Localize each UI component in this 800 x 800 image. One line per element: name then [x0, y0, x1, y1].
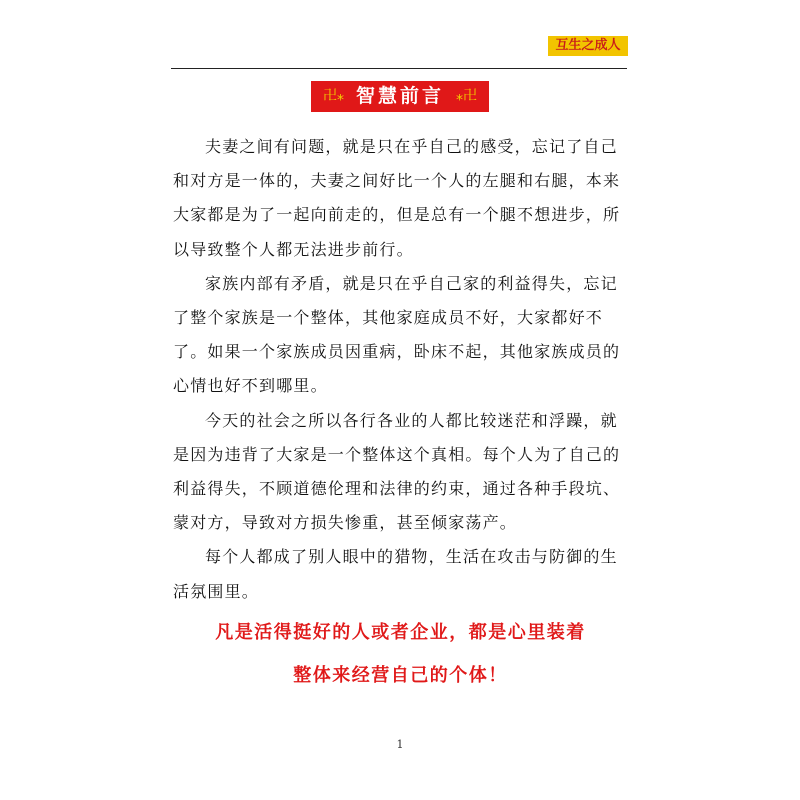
paragraph-couples: 夫妻之间有问题，就是只在乎自己的感受，忘记了自己和对方是一体的，夫妻之间好比一个人的左腿和右腿，本来大家都是为了一起向前走的，但是总有一个腿不想进步，所以导致整个人都无法进步前行。 [173, 137, 621, 259]
title-banner [311, 81, 489, 112]
paragraph-society: 今天的社会之所以各行各业的人都比较迷茫和浮躁，就是因为违背了大家是一个整体这个真相。每个人为了自己的利益得失，不顾道德伦理和法律的约束，通过各种手段坑、蒙对方，导致对方损失惨重，甚至倾家荡产。 [173, 410, 621, 533]
header-divider [171, 68, 627, 69]
page-title: 智慧前言 [355, 85, 444, 107]
swastika-ornament-right-icon: ⁎卍 [456, 88, 477, 104]
paragraph-family: 家族内部有矛盾，就是只在乎自己家的利益得失，忘记了整个家族是一个整体，其他家庭成员不好，大家都好不了。如果一个家族成员因重病，卧床不起，其他家族成员的心情也好不到哪里。 [173, 273, 621, 396]
swastika-ornament-left-icon: 卍⁎ [322, 88, 344, 104]
body-text [173, 130, 633, 609]
page-number: 1 [396, 738, 404, 751]
highlight-line-1: 凡是活得挺好的人或者企业，都是心里装着 [215, 622, 586, 643]
highlight-quote [173, 614, 628, 700]
paragraph-prey: 每个人都成了别人眼中的猎物，生活在攻击与防御的生活氛围里。 [173, 547, 618, 601]
header-series-badge: 互生之成人 [548, 36, 628, 56]
highlight-line-2: 整体来经营自己的个体！ [293, 665, 508, 686]
